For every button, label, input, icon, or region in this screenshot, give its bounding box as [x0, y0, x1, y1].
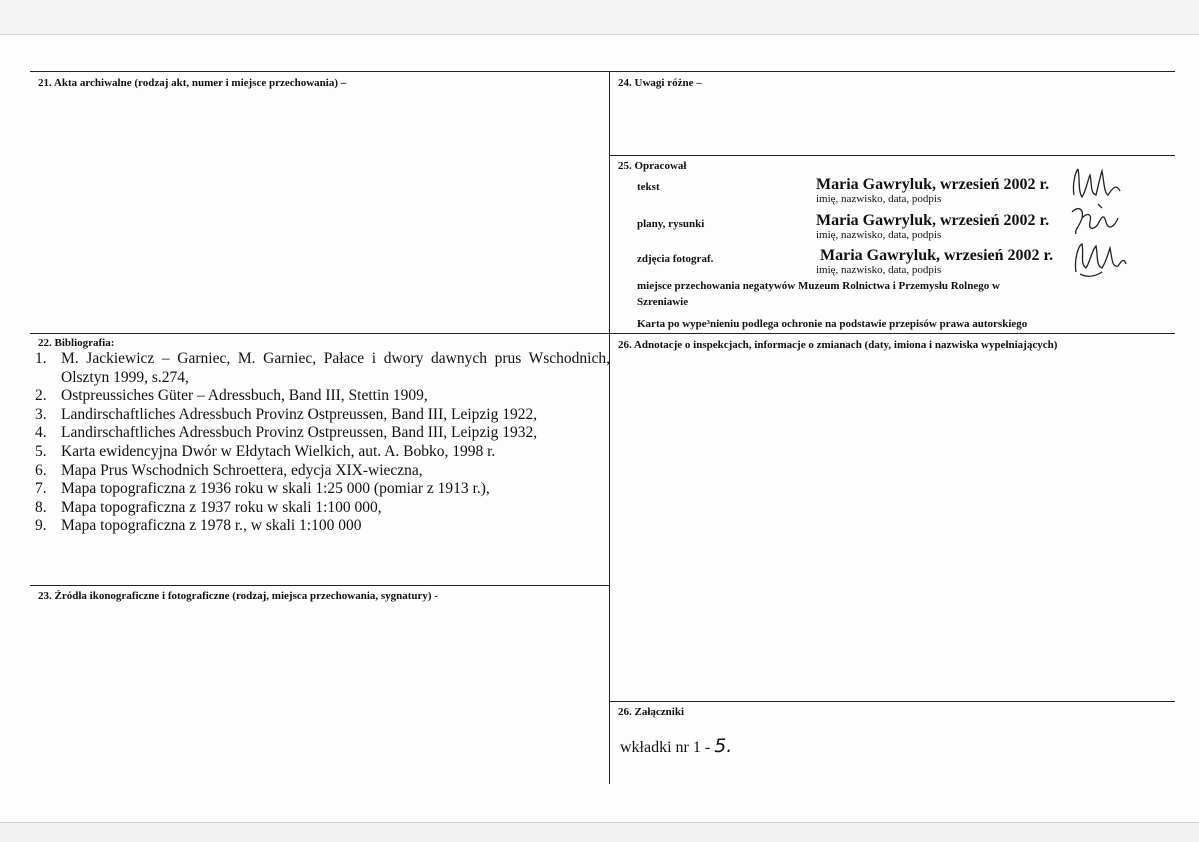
attachments-handwritten-number: 5. [714, 735, 733, 757]
section-26-attachments-title: 26. Załączniki [618, 706, 685, 718]
section-21-title: 21. Akta archiwalne (rodzaj akt, numer i miejsce przechowania) – [38, 77, 347, 89]
section-26-annotations-title: 26. Adnotacje o inspekcjach, informacje o zmianach (daty, imiona i nazwiska wypełniających) [618, 339, 1058, 351]
author-hint-plans: imię, nazwisko, data, podpis [816, 229, 942, 241]
top-rule [30, 71, 1175, 72]
rule-24-25 [609, 155, 1175, 156]
author-name-text: Maria Gawryluk, wrzesień 2002 r. [816, 176, 1050, 193]
author-row-label-text: tekst [637, 181, 660, 193]
section-25-title: 25. Opracował [618, 160, 687, 172]
author-hint-text: imię, nazwisko, data, podpis [816, 193, 942, 205]
bibliography-item: 7. Mapa topograficzna z 1936 roku w skali 1:25 000 (pomiar z 1913 r.), [35, 480, 490, 498]
bibliography-item: 8. Mapa topograficzna z 1937 roku w skali 1:100 000, [35, 498, 382, 516]
attachments-prefix: wkładki nr 1 - [620, 739, 715, 756]
author-row-label-plans: plany, rysunki [637, 218, 705, 230]
bibliography-item: 4. Landirschaftliches Adressbuch Provinz Ostpreussen, Band III, Leipzig 1932, [35, 424, 538, 442]
negatives-location-line1: miejsce przechowania negatywów Muzeum Rolnictwa i Przemysłu Rolnego w [637, 280, 1000, 292]
scan-bottom-margin [0, 822, 1199, 842]
bibliography-item: 9. Mapa topograficzna z 1978 r., w skali 1:100 000 [35, 517, 362, 535]
bibliography-item: 6. Mapa Prus Wschodnich Schroettera, edycja XIX-wieczna, [35, 461, 423, 479]
rule-21-22 [30, 333, 1175, 334]
rule-22-23 [30, 585, 609, 586]
bibliography-item: 3. Landirschaftliches Adressbuch Provinz Ostpreussen, Band III, Leipzig 1922, [35, 405, 538, 423]
signature-icon [1068, 238, 1130, 278]
bibliography-item: 1. M. Jackiewicz – Garniec, M. Garniec, Pałace i dwory dawnych prus Wschodnich, Olsztyn 1999, s.274, [35, 350, 610, 386]
signature-icon [1068, 165, 1130, 205]
section-24-title: 24. Uwagi różne – [618, 77, 702, 89]
rule-26a-26b [609, 701, 1175, 702]
section-22-title: 22. Bibliografia: [38, 337, 115, 349]
author-name-photos: Maria Gawryluk, wrzesień 2002 r. [820, 247, 1054, 264]
author-row-label-photos: zdjęcia fotograf. [637, 253, 714, 265]
bibliography-list [35, 350, 610, 536]
author-hint-photos: imię, nazwisko, data, podpis [816, 264, 942, 276]
negatives-location-line2: Szreniawie [637, 296, 689, 308]
copyright-notice: Karta po wype³nieniu podlega ochronie na podstawie przepisów prawa autorskiego [637, 318, 1028, 330]
scan-top-margin [0, 0, 1199, 35]
signature-icon [1068, 200, 1130, 240]
bibliography-item: 2. Ostpreussiches Güter – Adressbuch, Band III, Stettin 1909, [35, 387, 428, 405]
attachments-value [620, 735, 732, 757]
section-23-title: 23. Źródła ikonograficzne i fotograficzne (rodzaj, miejsca przechowania, sygnatury) - [38, 590, 439, 602]
author-name-plans: Maria Gawryluk, wrzesień 2002 r. [816, 212, 1050, 229]
bibliography-item: 5. Karta ewidencyjna Dwór w Ełdytach Wielkich, aut. A. Bobko, 1998 r. [35, 442, 496, 460]
